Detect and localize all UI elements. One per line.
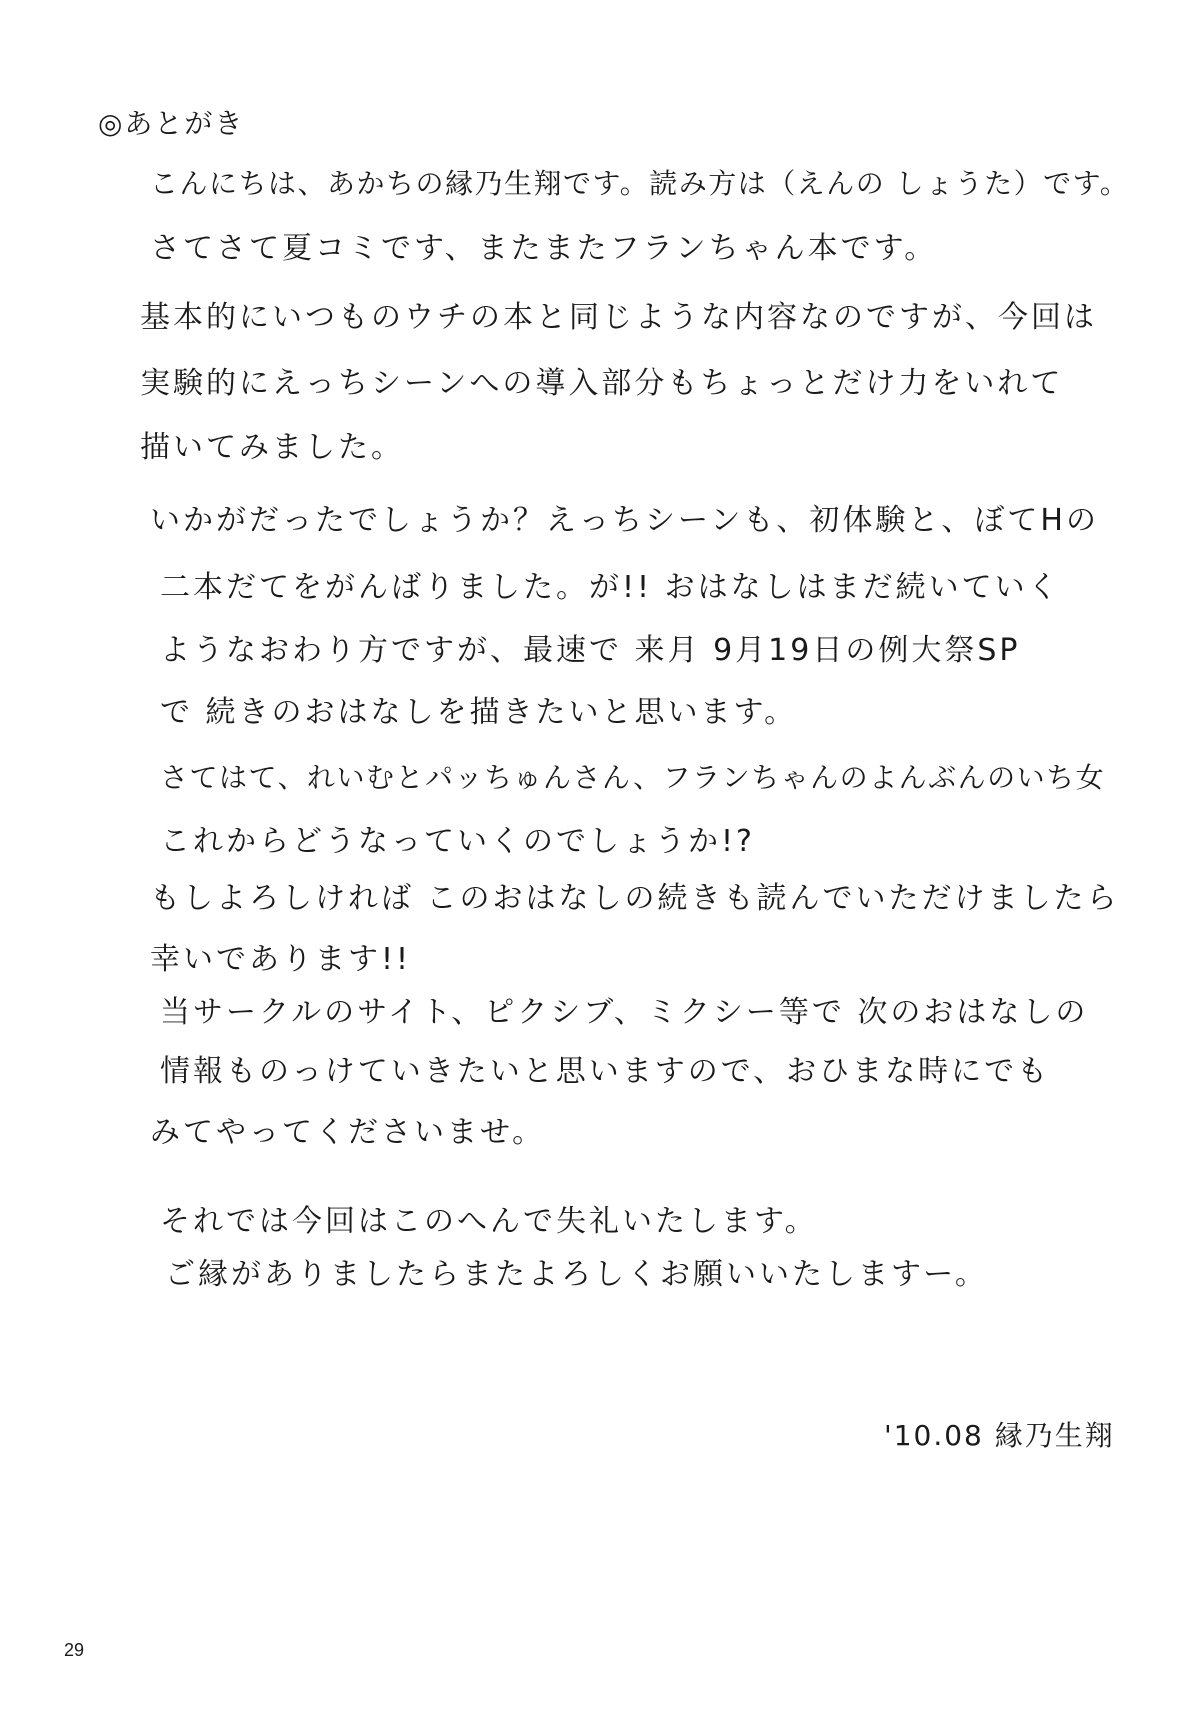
text-line: 描いてみました。	[140, 430, 404, 465]
text-line: こんにちは、あかちの縁乃生翔です。読み方は（えんの しょうた）です。	[150, 167, 1130, 200]
text-line: これからどうなっていくのでしょうか!?	[160, 824, 755, 859]
text-line: 当サークルのサイト、ピクシブ、ミクシー等で 次のおはなしの	[160, 995, 1089, 1030]
text-line: 実験的にえっちシーンへの導入部分もちょっとだけ力をいれて	[140, 366, 1064, 401]
text-line: ご縁がありましたらまたよろしくお願いいたしますー。	[165, 1257, 988, 1292]
text-line: さてさて夏コミです、またまたフランちゃん本です。	[150, 231, 938, 266]
text-line: 情報ものっけていきたいと思いますので、おひまな時にでも	[160, 1054, 1051, 1089]
author-signature: '10.08 縁乃生翔	[884, 1419, 1115, 1452]
text-line: で 続きのおはなしを描きたいと思います。	[160, 695, 798, 730]
text-line: さてはて、れいむとパッちゅんさん、フランちゃんのよんぶんのいち女	[160, 761, 1106, 794]
text-line: みてやってくださいませ。	[150, 1115, 546, 1150]
text-line: いかがだったでしょうか？えっちシーンも、初体験と、ぼてHの	[150, 503, 1099, 538]
text-line: もしよろしければ このおはなしの続きも読んでいただけましたら	[150, 881, 1120, 916]
text-line: 基本的にいつものウチの本と同じような内容なのですが、今回は	[140, 300, 1097, 335]
page-number: 29	[64, 1640, 85, 1660]
text-line: 幸いであります!!	[150, 942, 412, 977]
text-line: ようなおわり方ですが、最速で 来月 9月19日の例大祭SP	[160, 633, 1021, 668]
text-line: それでは今回はこのへんで失礼いたします。	[160, 1204, 818, 1239]
text-line: 二本だてをがんばりました。が!! おはなしはまだ続いていく	[160, 570, 1061, 605]
afterword-heading: ◎あとがき	[98, 107, 245, 140]
